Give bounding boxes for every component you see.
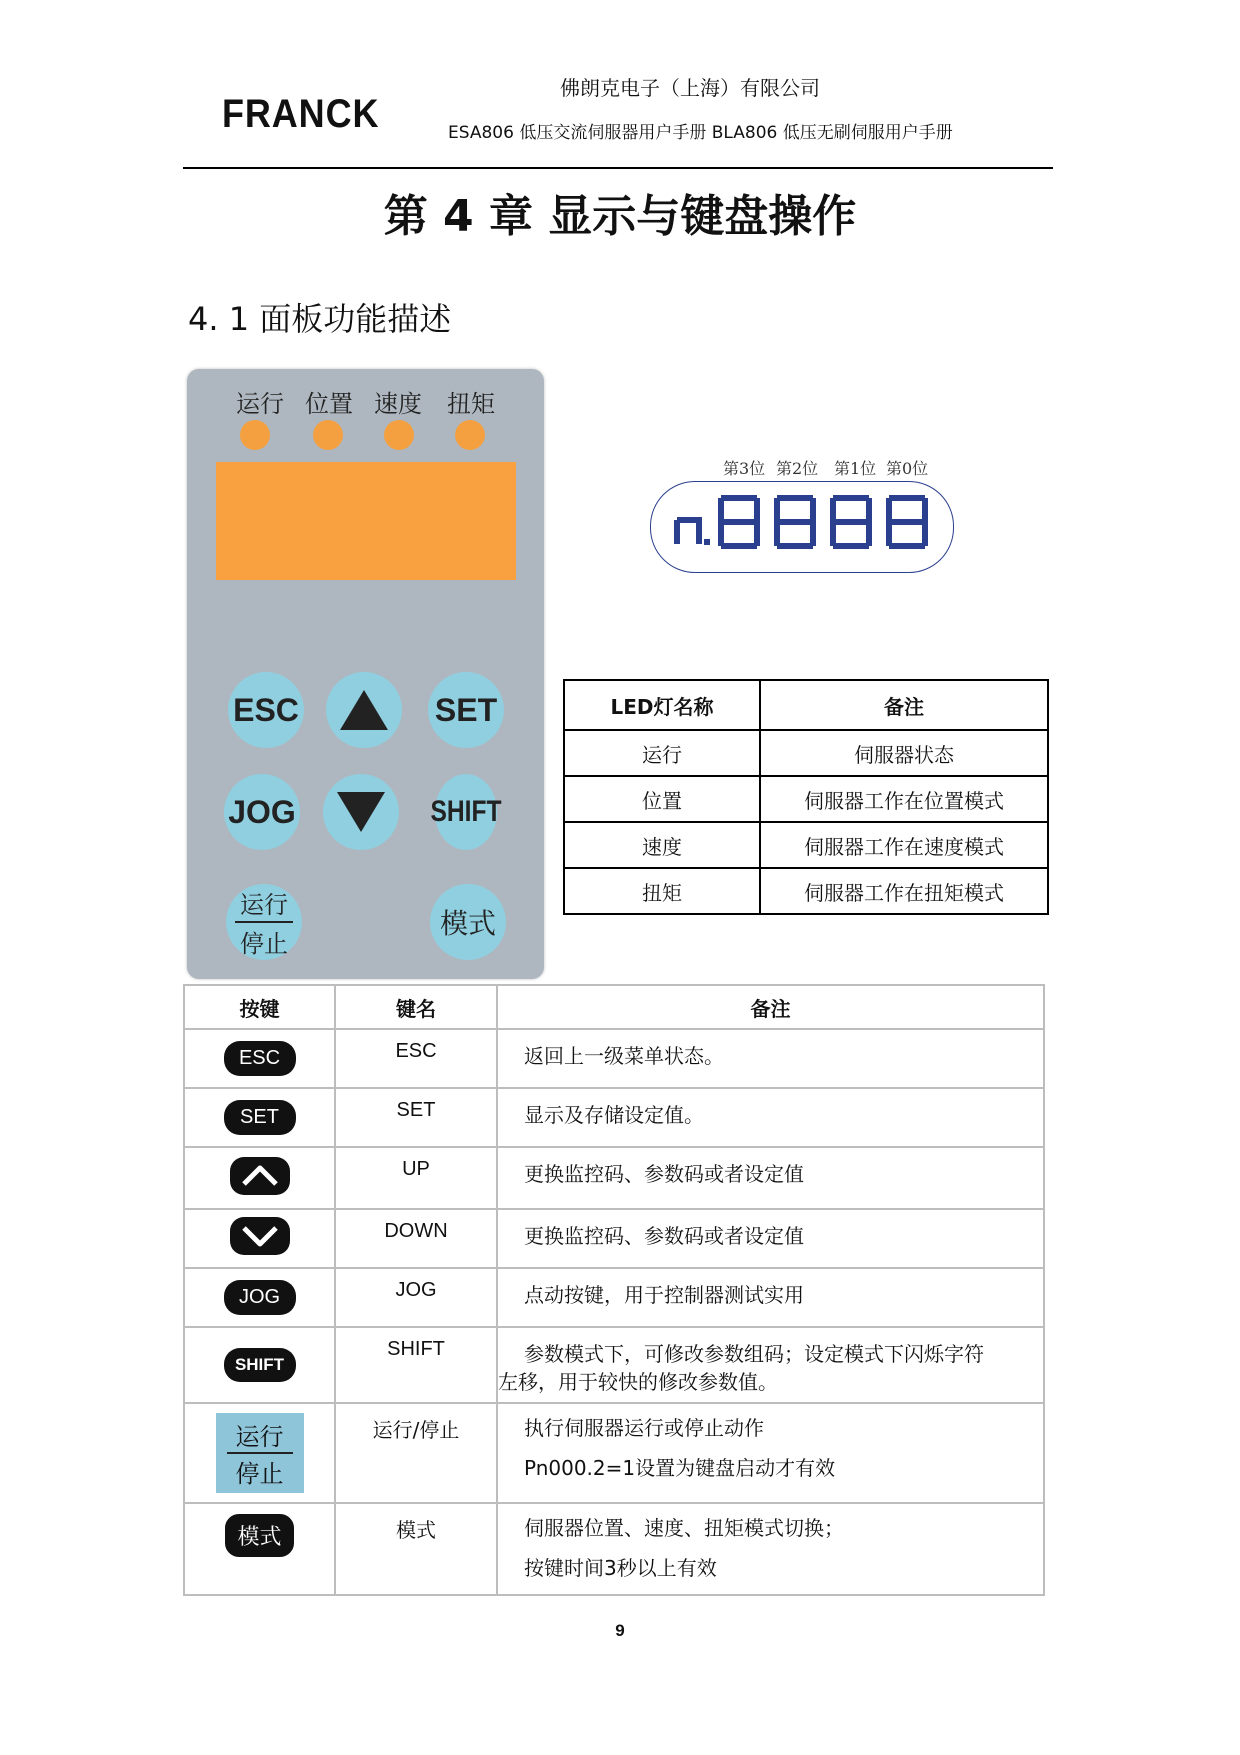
franck-logo: FRANCK bbox=[222, 92, 380, 136]
key-note-line: 参数模式下，可修改参数组码；设定模式下闪烁字符 bbox=[524, 1342, 984, 1366]
table-row bbox=[184, 1268, 1044, 1327]
key-table-header-name: 键名 bbox=[335, 985, 497, 1029]
key-note bbox=[497, 1327, 1044, 1403]
key-note: 更换监控码、参数码或者设定值 bbox=[497, 1209, 1044, 1268]
up-key-cell bbox=[184, 1147, 335, 1209]
mode-key-icon: 模式 bbox=[225, 1514, 293, 1557]
key-note: 点动按键，用于控制器测试实用 bbox=[497, 1268, 1044, 1327]
led-note: 伺服器状态 bbox=[760, 730, 1048, 776]
esc-key-label: ESC bbox=[233, 691, 299, 728]
led-table-header-note: 备注 bbox=[760, 680, 1048, 730]
key-note-line: 伺服器位置、速度、扭矩模式切换； bbox=[524, 1516, 844, 1540]
page-number: 9 bbox=[615, 1621, 625, 1640]
led-torque bbox=[455, 420, 485, 450]
table-row bbox=[184, 1327, 1044, 1403]
key-name: JOG bbox=[335, 1268, 497, 1327]
led-note: 伺服器工作在扭矩模式 bbox=[760, 868, 1048, 914]
key-table-header-key: 按键 bbox=[184, 985, 335, 1029]
table-row bbox=[184, 1503, 1044, 1595]
seven-segment-display bbox=[650, 481, 954, 573]
chevron-up-icon bbox=[230, 1157, 290, 1195]
mode-label-run: 运行 bbox=[236, 390, 284, 418]
run-stop-key-top: 运行 bbox=[240, 892, 288, 919]
table-row bbox=[564, 730, 1048, 776]
mode-key-label: 模式 bbox=[439, 907, 496, 940]
led-table-header bbox=[564, 680, 1048, 730]
mode-label-torque: 扭矩 bbox=[447, 390, 495, 418]
set-key-icon: SET bbox=[224, 1100, 296, 1135]
key-note: 显示及存储设定值。 bbox=[497, 1088, 1044, 1147]
led-run bbox=[240, 420, 270, 450]
key-note-line: 执行伺服器运行或停止动作 bbox=[524, 1416, 764, 1440]
key-name: 运行/停止 bbox=[335, 1403, 497, 1503]
key-note: 更换监控码、参数码或者设定值 bbox=[497, 1147, 1044, 1209]
run-stop-divider bbox=[235, 921, 293, 923]
shift-key-cell bbox=[184, 1327, 335, 1403]
manual-title: ESA806 低压交流伺服器用户手册 BLA806 低压无刷伺服用户手册 bbox=[448, 123, 953, 143]
led-speed bbox=[384, 420, 414, 450]
led-name: 速度 bbox=[564, 822, 760, 868]
seven-segment-digits-icon bbox=[651, 482, 953, 572]
key-table-header bbox=[184, 985, 1044, 1029]
key-name: ESC bbox=[335, 1029, 497, 1088]
key-name: 模式 bbox=[335, 1503, 497, 1595]
down-key-cell bbox=[184, 1209, 335, 1268]
led-name: 运行 bbox=[564, 730, 760, 776]
table-row bbox=[564, 776, 1048, 822]
digit-label-3: 第3位 bbox=[723, 459, 766, 478]
digit-label-2: 第2位 bbox=[776, 459, 819, 478]
table-row bbox=[184, 1403, 1044, 1503]
up-key bbox=[326, 672, 402, 748]
table-row bbox=[184, 1147, 1044, 1209]
led-position bbox=[313, 420, 343, 450]
mode-label-position: 位置 bbox=[305, 390, 353, 418]
set-key-label: SET bbox=[434, 691, 498, 728]
run-stop-icon-bottom: 停止 bbox=[235, 1460, 284, 1488]
key-note-line: 左移，用于较快的修改参数值。 bbox=[498, 1370, 778, 1394]
down-arrow-icon bbox=[337, 792, 385, 832]
jog-key-label: JOG bbox=[228, 793, 296, 830]
digit-label-0: 第0位 bbox=[886, 459, 929, 478]
key-table bbox=[183, 984, 1045, 1596]
set-key-cell bbox=[184, 1088, 335, 1147]
jog-key-icon: JOG bbox=[224, 1280, 296, 1315]
set-key bbox=[428, 672, 504, 748]
shift-key bbox=[430, 774, 502, 850]
led-note: 伺服器工作在位置模式 bbox=[760, 776, 1048, 822]
table-row bbox=[564, 822, 1048, 868]
run-stop-key-cell bbox=[184, 1403, 335, 1503]
key-name: SET bbox=[335, 1088, 497, 1147]
run-stop-key-bottom: 停止 bbox=[240, 931, 288, 958]
shift-key-icon: SHIFT bbox=[224, 1348, 296, 1382]
chapter-title: 第 4 章 显示与键盘操作 bbox=[383, 191, 857, 242]
esc-key bbox=[228, 672, 304, 748]
key-table-header-note: 备注 bbox=[497, 985, 1044, 1029]
key-note-line: Pn000.2=1设置为键盘启动才有效 bbox=[524, 1456, 836, 1480]
led-table bbox=[563, 679, 1049, 915]
section-title: 4. 1 面板功能描述 bbox=[188, 300, 452, 338]
header-rule bbox=[183, 167, 1053, 169]
led-note: 伺服器工作在速度模式 bbox=[760, 822, 1048, 868]
key-name: DOWN bbox=[335, 1209, 497, 1268]
shift-key-label: SHIFT bbox=[430, 795, 502, 828]
jog-key bbox=[224, 774, 300, 850]
key-note bbox=[497, 1403, 1044, 1503]
esc-key-cell bbox=[184, 1029, 335, 1088]
led-name: 位置 bbox=[564, 776, 760, 822]
key-name: SHIFT bbox=[335, 1327, 497, 1403]
key-note-line: 按键时间3秒以上有效 bbox=[524, 1556, 717, 1580]
jog-key-cell bbox=[184, 1268, 335, 1327]
run-stop-key-icon bbox=[216, 1413, 304, 1493]
run-stop-key bbox=[226, 884, 302, 960]
key-name: UP bbox=[335, 1147, 497, 1209]
mode-key-cell bbox=[184, 1503, 335, 1595]
company-name: 佛朗克电子（上海）有限公司 bbox=[560, 76, 820, 100]
run-stop-icon-top: 运行 bbox=[235, 1423, 284, 1451]
key-note bbox=[497, 1503, 1044, 1595]
panel-display-screen bbox=[216, 462, 516, 580]
down-key bbox=[323, 774, 399, 850]
up-arrow-icon bbox=[340, 690, 388, 730]
led-name: 扭矩 bbox=[564, 868, 760, 914]
key-note: 返回上一级菜单状态。 bbox=[497, 1029, 1044, 1088]
chevron-down-icon bbox=[230, 1217, 290, 1255]
mode-key bbox=[430, 884, 506, 960]
table-row bbox=[184, 1029, 1044, 1088]
table-row bbox=[184, 1088, 1044, 1147]
table-row bbox=[564, 868, 1048, 914]
digit-label-1: 第1位 bbox=[834, 459, 877, 478]
esc-key-icon: ESC bbox=[224, 1041, 296, 1076]
mode-label-speed: 速度 bbox=[374, 390, 422, 418]
table-row bbox=[184, 1209, 1044, 1268]
led-table-header-name: LED灯名称 bbox=[564, 680, 760, 730]
